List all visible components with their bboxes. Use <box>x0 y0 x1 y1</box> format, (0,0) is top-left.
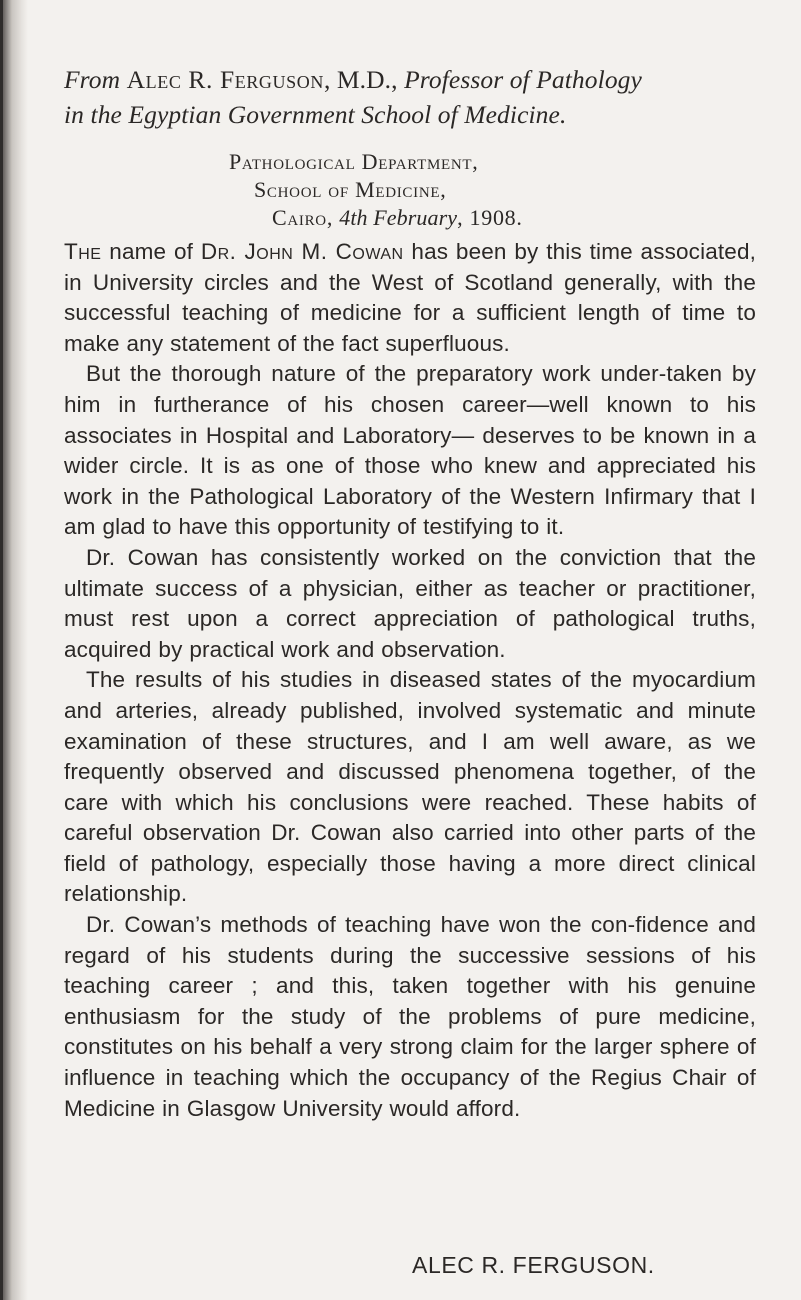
paragraph-3: Dr. Cowan has consistently worked on the conviction that the ultimate success of a physician, either as teacher or practitioner, must rest upon a correct appreciation of pathological truths, acquired by practical work and observation. <box>64 544 756 662</box>
letter-heading <box>64 62 754 132</box>
paragraph-1-subject-name: Dr. John M. Cowan <box>200 239 404 264</box>
address-date-line <box>272 204 523 232</box>
paragraph-4: The results of his studies in diseased states of the myocardium and arteries, already published, involved systematic and minute examination of these structures, and I am well aware, as we frequently observed and discussed phenomena together, of the care with which his conclusions were reached. These habits of careful observation Dr. Cowan also carried into other parts of the field of pathology, especially those having a more direct clinical relationship. <box>64 667 756 907</box>
address-department: Pathological Department, <box>229 149 479 174</box>
paragraph-1-text-b: has been by this time associated, in University circles and the West of Scotland generally, with the successful teaching of medicine for a sufficient length of time to make any statement of the fact superfluous. <box>64 239 757 356</box>
heading-author-name: Alec R. Ferguson <box>126 65 324 94</box>
heading-institution: in the Egyptian Government School of Medicine. <box>64 100 567 129</box>
address-city: Cairo, <box>272 205 334 230</box>
address-date: 4th February <box>339 205 458 230</box>
address-year: , 1908. <box>457 205 523 230</box>
heading-from: From <box>64 65 121 94</box>
paragraph-5: Dr. Cowan’s methods of teaching have won the con-fidence and regard of his students during the successive sessions of his teaching career ; and this, taken together with his genuine enthusiasm for the study of the problems of pure medicine, constitutes on his behalf a very strong claim for the larger sphere of influence in teaching which the occupancy of the Regius Chair of Medicine in Glasgow University would afford. <box>64 912 756 1121</box>
paragraph-2: But the thorough nature of the preparatory work under-taken by him in furtherance of his chosen career—well known to his associates in Hospital and Laboratory— deserves to be known in a wider circle. It is as one of those who knew and appreciated his work in the Pathological Laboratory of the Western Infirmary that I am glad to have this opportunity of testifying to it. <box>64 361 756 540</box>
address-school: School of Medicine, <box>254 177 447 202</box>
heading-degree: , M.D., <box>323 65 398 94</box>
paragraph-1-text-a: name of <box>109 239 194 264</box>
paragraph-1 <box>64 237 756 359</box>
letter-body <box>64 237 756 1124</box>
signature: ALEC R. FERGUSON. <box>412 1252 655 1278</box>
heading-professor-title: Professor of Pathology <box>404 65 642 94</box>
paragraph-1-opening: The <box>64 239 102 264</box>
book-gutter <box>0 0 28 1300</box>
